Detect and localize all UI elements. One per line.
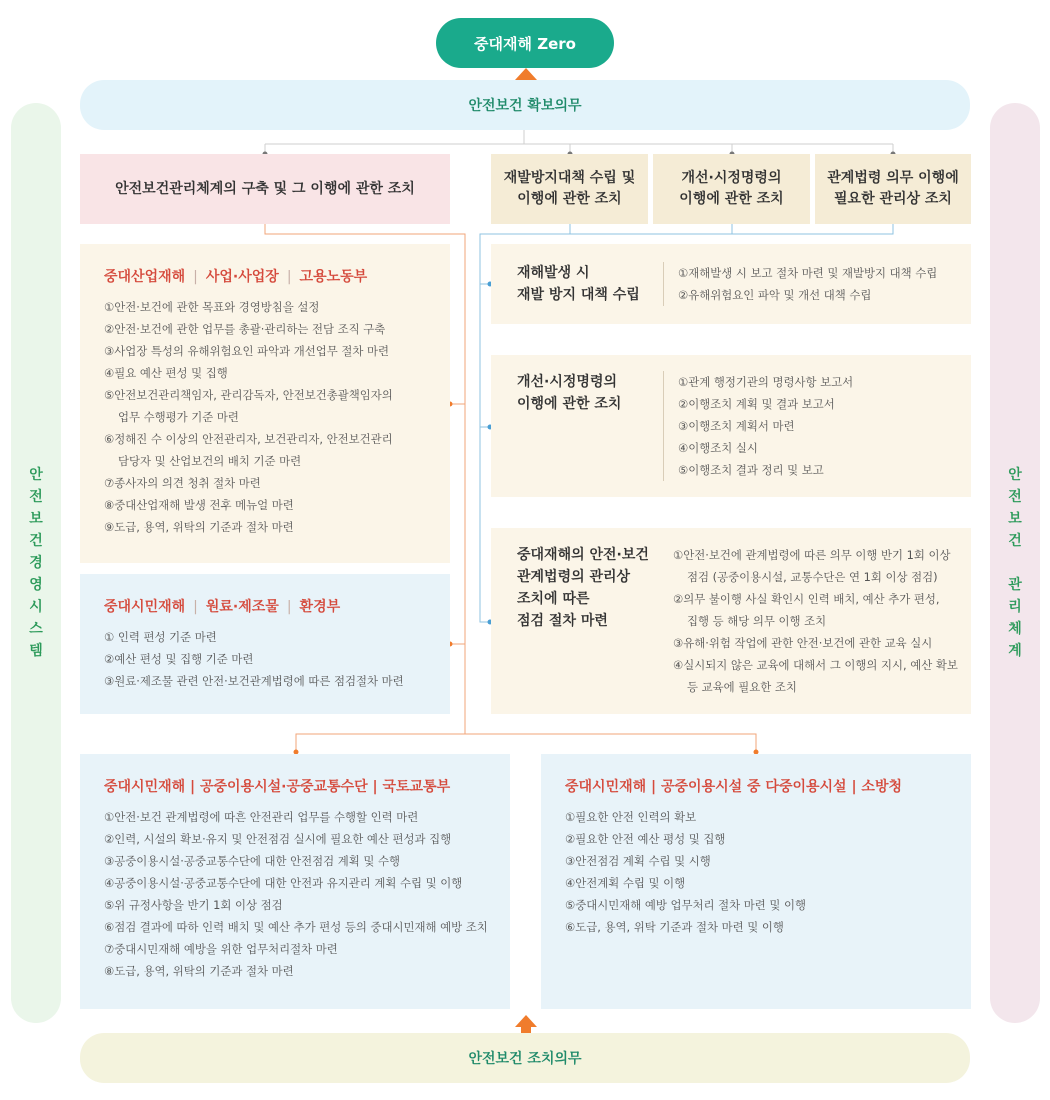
- side-char: 계: [1008, 643, 1022, 659]
- law-check-box: [491, 528, 971, 714]
- side-char: 건: [1008, 533, 1022, 549]
- header-recurrence: [491, 154, 648, 224]
- list-item: ③공중이용시설·공중교통수단에 대한 안전점검 계획 및 수행: [104, 854, 401, 868]
- right-side-label: [990, 103, 1040, 1023]
- list-item: ①안전·보건에 관한 목표와 경영방침을 설정: [104, 300, 320, 314]
- header-main: [80, 154, 450, 224]
- list-item: ①관계 행정기관의 명령사항 보고서: [678, 375, 854, 389]
- list-item: 등 교육에 필요한 조치: [687, 680, 797, 694]
- goal-label: 중대재해 Zero: [474, 34, 576, 53]
- side-char: 보: [1008, 511, 1022, 527]
- industrial-title-2: 사업·사업장: [205, 269, 279, 285]
- list-item: ③안전점검 계획 수립 및 시행: [565, 854, 711, 868]
- list-item: ⑧도급, 용역, 위탁의 기준과 절차 마련: [104, 964, 294, 978]
- list-item: ①안전·보건에 관계법령에 따른 의무 이행 반기 1회 이상: [673, 548, 951, 562]
- list-item: ⑦중대시민재해 예방을 위한 업무처리절차 마련: [104, 942, 338, 956]
- industrial-box: [80, 244, 450, 563]
- header-correction-line2: 이행에 관한 조치: [679, 191, 784, 207]
- header-recurrence-line1: 재발방지대책 수립 및: [503, 170, 636, 186]
- side-char: 경: [29, 555, 43, 571]
- header-main-label: 안전보건관리체계의 구축 및 그 이행에 관한 조치: [115, 180, 415, 197]
- citizen-material-title-3: 환경부: [299, 599, 341, 615]
- side-char: 건: [29, 533, 43, 549]
- side-char: 리: [1008, 599, 1022, 615]
- citizen-material-box: [80, 574, 450, 714]
- list-item: 업무 수행평가 기준 마련: [118, 410, 239, 424]
- industrial-title-1: 중대산업재해: [104, 269, 186, 285]
- recurrence-title: [517, 262, 663, 306]
- list-item: ⑥도급, 용역, 위탁 기준과 절차 마련 및 이행: [565, 920, 784, 934]
- list-item: ⑥정해진 수 이상의 안전관리자, 보건관리자, 안전보건관리: [104, 432, 393, 446]
- header-correction: [653, 154, 810, 224]
- list-item: ④필요 예산 편성 및 집행: [104, 366, 228, 380]
- law-check-title-line2: 관계법령의 관리상: [517, 569, 631, 585]
- side-char: 템: [29, 643, 43, 659]
- list-item: ③사업장 특성의 유해위험요인 파악과 개선업무 절차 마련: [104, 344, 390, 358]
- list-item: ③이행조치 계획서 마련: [678, 419, 795, 433]
- list-item: 담당자 및 산업보건의 배치 기준 마련: [118, 454, 302, 468]
- goal-pill: [436, 18, 614, 68]
- header-correction-line1: 개선·시정명령의: [681, 170, 782, 186]
- list-item: ④실시되지 않은 교육에 대해서 그 이행의 지시, 예산 확보: [673, 658, 958, 672]
- side-char: 시: [29, 599, 43, 615]
- side-char: 보: [29, 511, 43, 527]
- citizen-fire-title: 중대시민재해 | 공중이용시설 중 다중이용시설 | 소방청: [565, 779, 902, 795]
- recurrence-title-line1: 재해발생 시: [517, 265, 590, 281]
- side-char: 영: [29, 577, 43, 593]
- list-item: ⑤위 규정사항을 반기 1회 이상 점검: [104, 898, 283, 912]
- citizen-material-title: 중대시민재해 | 원료·제조물 | 환경부: [104, 599, 341, 615]
- header-law: [815, 154, 971, 224]
- correction-title: [517, 371, 663, 415]
- list-item: ⑧중대산업재해 발생 전후 메뉴얼 마련: [104, 498, 294, 512]
- list-item: ②인력, 시설의 확보·유지 및 안전점검 실시에 필요한 예산 편성과 집행: [104, 832, 452, 846]
- list-item: 점검 (공중이용시설, 교통수단은 연 1회 이상 점검): [687, 570, 938, 584]
- side-char: 안: [1008, 467, 1022, 483]
- side-char: 체: [1008, 621, 1022, 637]
- list-item: ③원료·제조물 관련 안전·보건관계법령에 따른 점검절차 마련: [104, 674, 404, 688]
- correction-title-line1: 개선·시정명령의: [517, 374, 617, 390]
- list-item: ②필요한 안전 예산 평성 및 집행: [565, 832, 726, 846]
- industrial-title-3: 고용노동부: [299, 269, 368, 285]
- list-item: ④공중이용시설·공중교통수단에 대한 안전과 유지관리 계획 수립 및 이행: [104, 876, 463, 890]
- duty-secure-bar: [80, 80, 970, 130]
- side-char: 안: [29, 467, 43, 483]
- citizen-transport-title: 중대시민재해 | 공중이용시설·공중교통수단 | 국토교통부: [104, 779, 451, 795]
- left-side-label: [11, 103, 61, 1023]
- citizen-material-title-1: 중대시민재해: [104, 599, 186, 615]
- side-char: 전: [29, 489, 43, 505]
- list-item: ① 인력 편성 기준 마련: [104, 630, 217, 644]
- list-item: ④이행조치 실시: [678, 441, 758, 455]
- header-law-line1: 관계법령 의무 이행에: [827, 170, 959, 186]
- citizen-material-title-2: 원료·제조물: [205, 599, 279, 615]
- citizen-transport-box: [80, 754, 510, 1009]
- law-check-title-line4: 점검 절차 마련: [517, 613, 608, 629]
- header-law-line2: 필요한 관리상 조치: [834, 191, 952, 207]
- list-item: ⑤중대시민재해 예방 업무처리 절차 마련 및 이행: [565, 898, 807, 912]
- list-item: ④안전계획 수립 및 이행: [565, 876, 686, 890]
- list-item: ①안전·보건 관계법령에 따흔 안전관리 업무를 수행할 인력 마련: [104, 810, 419, 824]
- list-item: ②안전·보건에 관한 업무를 총괄·관리하는 전담 조직 구축: [104, 322, 386, 336]
- citizen-fire-box: [541, 754, 971, 1009]
- list-item: ①필요한 안전 인력의 확보: [565, 810, 697, 824]
- side-char: [1013, 552, 1018, 574]
- list-item: ⑨도급, 용역, 위탁의 기준과 절차 마련: [104, 520, 294, 534]
- list-item: ⑤안전보건관리책임자, 관리감독자, 안전보건총괄책임자의: [104, 388, 393, 402]
- duty-measure-label: 안전보건 조치의무: [468, 1051, 582, 1067]
- industrial-title: 중대산업재해 | 사업·사업장 | 고용노동부: [104, 269, 368, 285]
- list-item: ⑦종사자의 의견 청취 절차 마련: [104, 476, 261, 490]
- side-char: 관: [1008, 577, 1022, 593]
- duty-measure-bar: [80, 1033, 970, 1083]
- side-char: 스: [29, 621, 43, 637]
- list-item: 집행 등 해당 의무 이행 조치: [687, 614, 827, 628]
- correction-box: [491, 355, 971, 497]
- list-item: ①재해발생 시 보고 절차 마련 및 재발방지 대책 수립: [678, 266, 938, 280]
- law-check-title: [517, 544, 663, 632]
- list-item: ⑤이행조치 결과 정리 및 보고: [678, 463, 824, 477]
- correction-title-line2: 이행에 관한 조치: [517, 396, 622, 412]
- side-char: 전: [1008, 489, 1022, 505]
- duty-secure-label: 안전보건 확보의무: [468, 98, 582, 114]
- law-check-title-line1: 중대재해의 안전·보건: [517, 547, 649, 563]
- list-item: ⑥점검 결과에 따하 인력 배치 및 예산 추가 편성 등의 중대시민재해 예방 조치: [104, 920, 488, 934]
- law-check-title-line3: 조치에 따른: [517, 591, 590, 607]
- recurrence-title-line2: 재발 방지 대책 수립: [517, 287, 640, 303]
- recurrence-box: [491, 244, 971, 324]
- list-item: ②유해위험요인 파악 및 개선 대책 수립: [678, 288, 872, 302]
- list-item: ②이행조치 계획 및 결과 보고서: [678, 397, 835, 411]
- list-item: ②의무 불이행 사실 확인시 인력 배치, 예산 추가 편성,: [673, 592, 940, 606]
- header-recurrence-line2: 이행에 관한 조치: [517, 191, 622, 207]
- list-item: ③유해·위험 작업에 관한 안전·보건에 관한 교육 실시: [673, 636, 933, 650]
- list-item: ②예산 편성 및 집행 기준 마련: [104, 652, 254, 666]
